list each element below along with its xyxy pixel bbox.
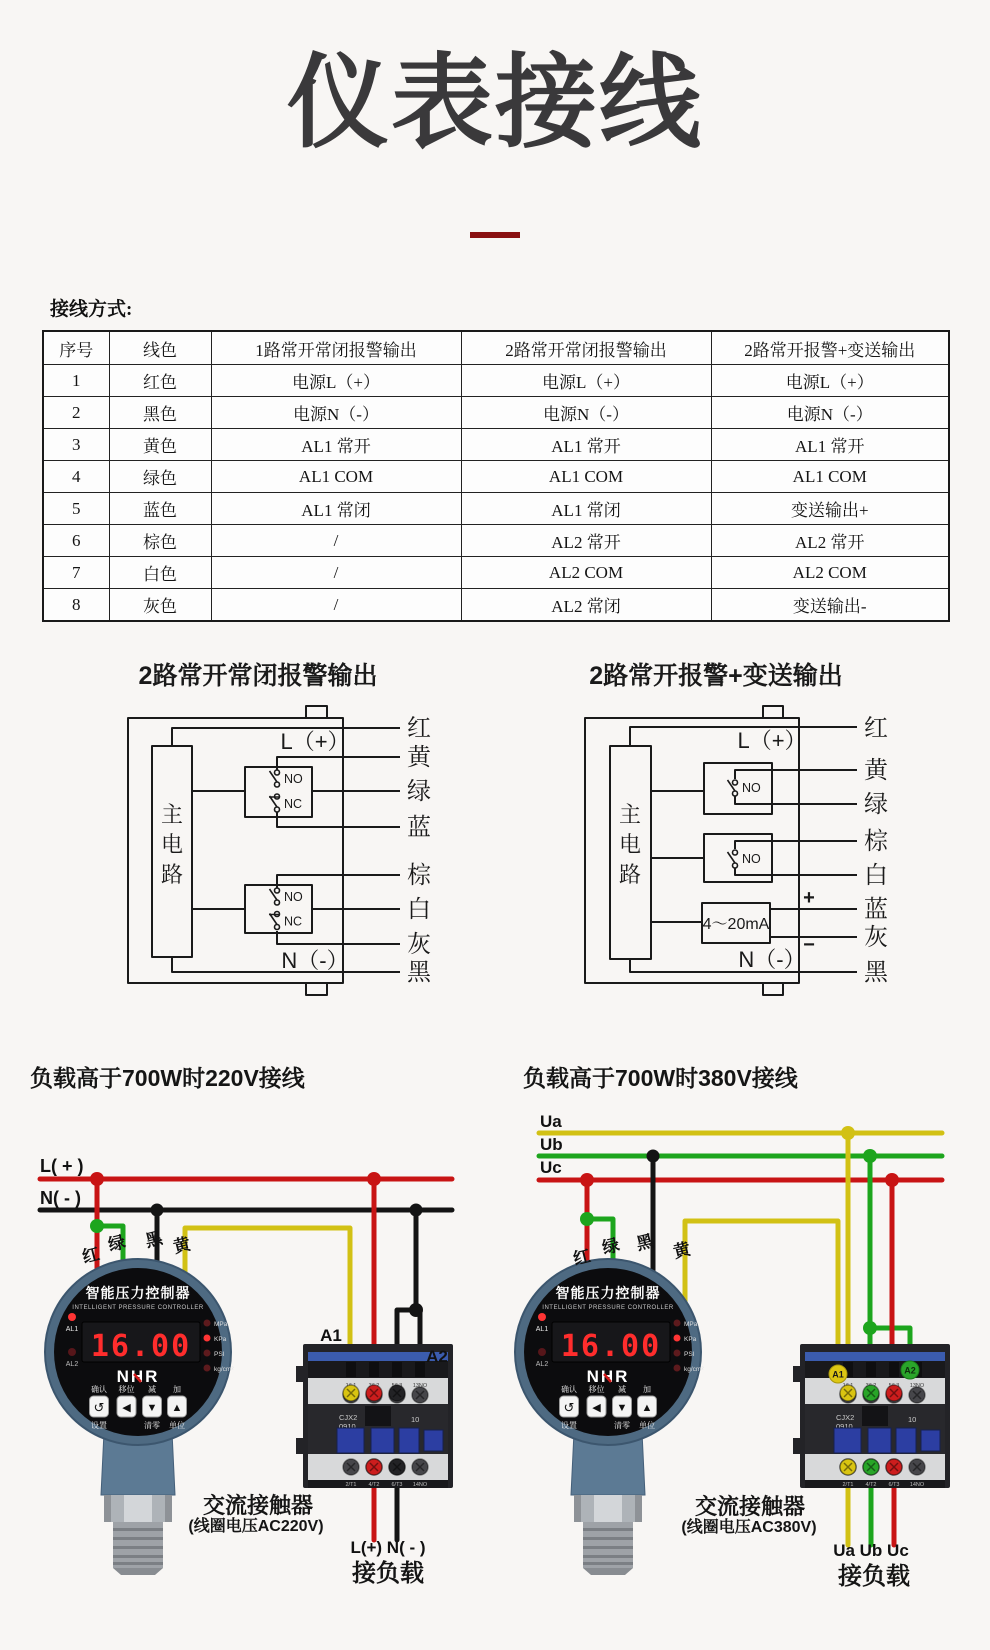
wire-label-white: 白 [407,896,431,923]
cell: AL1 COM [211,461,461,493]
cell: 6 [43,525,109,557]
contact-lever [269,914,279,925]
cell: 5 [43,493,109,525]
l-plus-label: L（+） [737,728,807,753]
cell: 4 [43,461,109,493]
minus-sign: − [803,934,815,956]
table-heading: 接线方式: [50,299,133,320]
section-220v [30,1065,453,1587]
junction-dot [90,1219,104,1233]
wire-tag-yellow: 黄 [171,1234,193,1257]
junction-dot [647,1150,660,1163]
coil-voltage: (线圈电压AC380V) [681,1519,817,1536]
load-label: 接负载 [838,1563,910,1590]
contact-lever [269,796,279,807]
cell: 电源N（-） [211,397,461,429]
section-title: 负载高于700W时380V接线 [523,1065,798,1091]
contact-lever [270,771,278,782]
col-header: 序号 [43,331,109,365]
cell: 1 [43,365,109,397]
col-header: 1路常开常闭报警输出 [211,331,461,365]
cell: AL1 常开 [211,429,461,461]
junction-dot [863,1149,877,1163]
diagram-title: 2路常开报警+变送输出 [589,662,843,690]
contactor-name: 交流接触器 [202,1493,314,1518]
cell: AL1 常开 [461,429,711,461]
junction-dot [580,1212,594,1226]
table-row [43,525,949,557]
line-n-label: N( - ) [40,1188,81,1208]
wire-label-red: 红 [864,715,888,742]
wire-label-yellow: 黄 [407,744,431,771]
cell: AL2 常开 [711,525,949,557]
cell: / [211,525,461,557]
section-title: 负载高于700W时220V接线 [30,1065,305,1091]
enclosure-tab [306,983,327,995]
cell: / [211,589,461,622]
schematic-diagrams [0,620,990,1000]
cell: 红色 [109,365,211,397]
wire-label-red: 红 [407,715,431,742]
table-row [43,365,949,397]
cell: 3 [43,429,109,461]
load-terminal-labels: L(+) N( - ) [350,1538,426,1557]
cell: 黑色 [109,397,211,429]
wire-tag-black: 黑 [143,1228,165,1251]
cell: 棕色 [109,525,211,557]
load-label: 接负载 [352,1560,424,1587]
transmitter-label: 4～20mA [702,916,770,933]
a1-label: A1 [320,1326,342,1345]
junction-dot [410,1204,423,1217]
junction-dot [367,1172,381,1186]
wire-white [735,868,857,875]
table-row [43,397,949,429]
wire-label-black: 黑 [864,959,888,986]
no-label: NO [742,781,761,795]
table-row [43,493,949,525]
plus-sign: + [803,887,815,909]
wire-yellow [277,757,400,770]
enclosure-tab [306,706,327,718]
wire-label-gray: 灰 [407,931,431,958]
contactor-name: 交流接触器 [694,1494,806,1519]
cell: 变送输出+ [711,493,949,525]
main-circuit-label: 主电路 [618,802,641,887]
a2-label: A2 [426,1347,448,1366]
wire-tag-green: 绿 [600,1235,622,1258]
cell: AL2 COM [461,557,711,589]
hookup-illustrations [0,1000,990,1650]
contact-dot [733,863,738,868]
junction-dot [151,1204,164,1217]
cell: 绿色 [109,461,211,493]
cell: AL2 常开 [461,525,711,557]
phase-c-label: Uc [540,1158,562,1177]
n-minus-label: N（-） [281,948,349,973]
title-underline [470,232,520,238]
cell: 灰色 [109,589,211,622]
phase-a-label: Ua [540,1112,562,1131]
wire-brown [735,841,857,849]
a1-label: A1 [832,1369,844,1380]
wire-label-green: 绿 [864,791,888,818]
load-terminal-labels: Ua Ub Uc [833,1541,909,1560]
table-row [43,429,949,461]
cell: 电源L（+） [461,365,711,397]
contact-lever [270,889,278,900]
junction-dot [885,1173,899,1187]
cell: / [211,557,461,589]
cell: 蓝色 [109,493,211,525]
junction-dot [409,1303,423,1317]
wire-tag-red: 红 [571,1246,593,1269]
a2-label: A2 [904,1365,916,1376]
wire-label-yellow: 黄 [864,757,888,784]
no-label: NO [284,890,303,904]
cell: AL1 常闭 [461,493,711,525]
wire-label-brown: 棕 [407,862,431,889]
line-l-label: L( + ) [40,1156,84,1176]
col-header: 2路常开常闭报警输出 [461,331,711,365]
cell: 2 [43,397,109,429]
cell: AL1 常开 [711,429,949,461]
col-header: 2路常开报警+变送输出 [711,331,949,365]
contact-symbols [728,780,738,868]
cell: 电源N（-） [461,397,711,429]
cell: AL1 COM [461,461,711,493]
contact-dot [275,900,280,905]
wire-label-blue: 蓝 [864,896,888,923]
contact-dot [275,807,280,812]
wire-tag-red: 红 [80,1244,102,1267]
contact-dot [275,782,280,787]
main-circuit-label: 主电路 [160,802,183,887]
wire-blue [277,812,400,827]
cell: AL1 常闭 [211,493,461,525]
wiring-table [42,330,950,622]
cell: AL1 COM [711,461,949,493]
contact-dot [275,888,280,893]
cell: 电源L（+） [711,365,949,397]
cell: 白色 [109,557,211,589]
wire-label-brown: 棕 [864,828,888,855]
cell: 7 [43,557,109,589]
contact-dot [733,780,738,785]
contact-dot [275,925,280,930]
contact-lever [728,852,736,863]
wire-brown [277,875,400,888]
cell: AL2 常闭 [461,589,711,622]
wire-label-white: 白 [864,862,888,889]
cell: 黄色 [109,429,211,461]
table-row [43,461,949,493]
cell: AL2 COM [711,557,949,589]
wire-green [735,796,857,804]
col-header: 线色 [109,331,211,365]
table-header-row [43,331,949,365]
junction-dot [90,1172,104,1186]
diagram-title: 2路常开常闭报警输出 [138,662,378,690]
coil-voltage: (线圈电压AC220V) [188,1518,324,1535]
wire-label-gray: 灰 [864,924,888,951]
cell: 电源N（-） [711,397,949,429]
enclosure-tab [763,706,783,718]
contact-symbols [269,770,280,930]
enclosure-tab [763,983,783,995]
no-label: NO [284,772,303,786]
cell: 8 [43,589,109,622]
wire-label-blue: 蓝 [407,814,431,841]
contact-dot [733,791,738,796]
contact-dot [733,850,738,855]
cell: 电源L（+） [211,365,461,397]
nc-label: NC [284,797,303,811]
contact-dot [275,770,280,775]
n-minus-label: N（-） [738,947,806,972]
no-label: NO [742,852,761,866]
cell: 变送输出- [711,589,949,622]
junction-dot [580,1173,594,1187]
wire-yellow [735,770,857,779]
wire-tag-black: 黑 [634,1231,656,1254]
l-plus-label: L（+） [280,729,350,754]
wire-label-green: 绿 [407,778,431,805]
junction-dot [841,1126,855,1140]
page-title: 仪表接线 [287,46,703,160]
wire-label-black: 黑 [407,959,431,986]
table-row [43,557,949,589]
phase-b-label: Ub [540,1135,563,1154]
nc-label: NC [284,914,303,929]
junction-dot [863,1321,877,1335]
wire-tag-green: 绿 [106,1232,128,1255]
table-row [43,589,949,622]
section-380v [515,1065,950,1590]
wire-tag-yellow: 黄 [671,1239,693,1262]
